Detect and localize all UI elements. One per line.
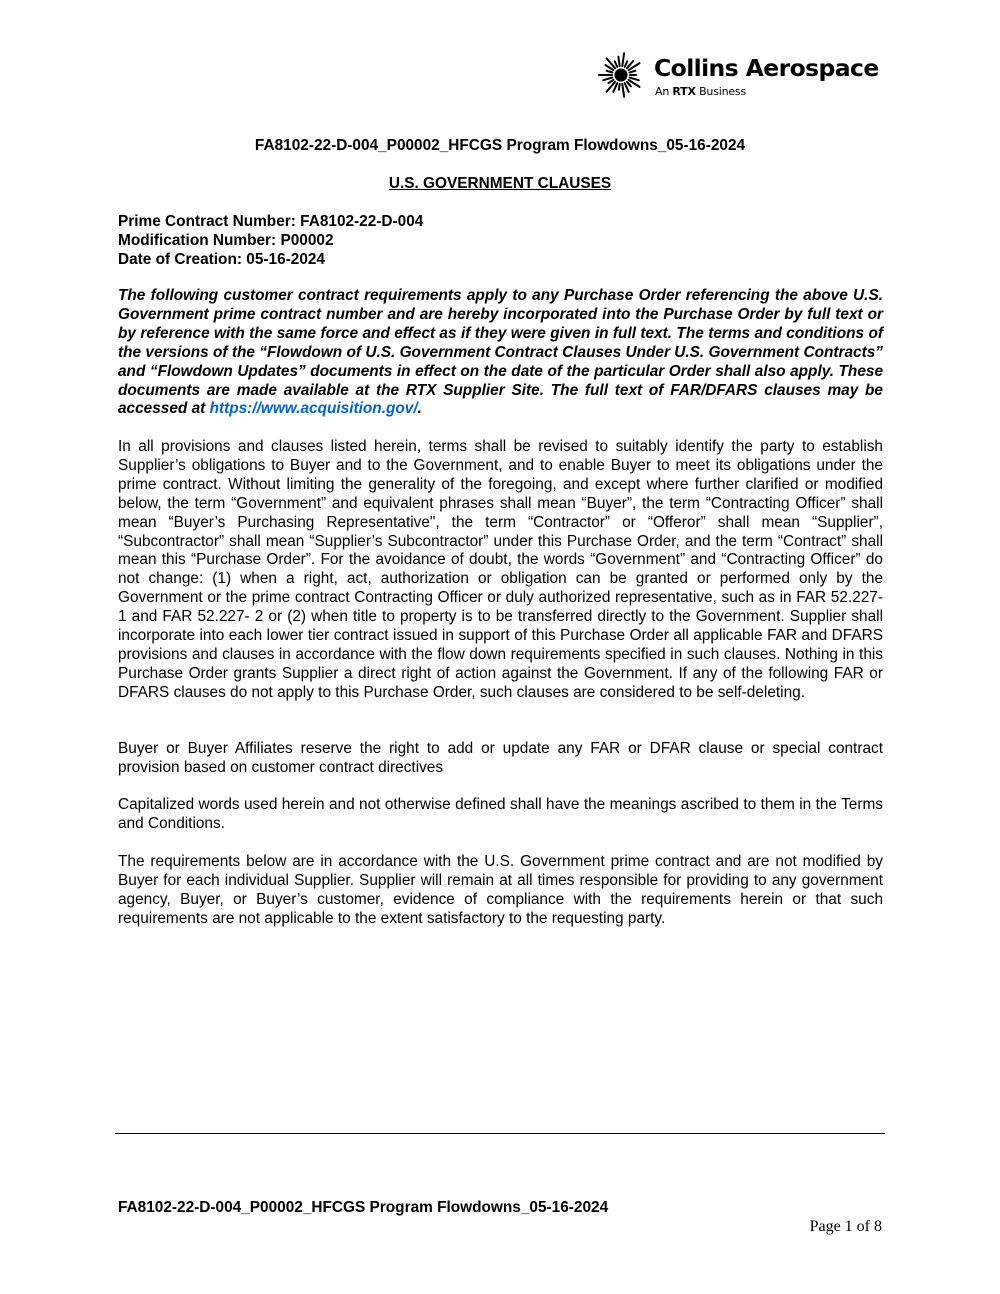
acquisition-link[interactable]: https://www.acquisition.gov/ bbox=[209, 400, 418, 418]
page-number: Page 1 of 8 bbox=[809, 1218, 882, 1235]
intro-paragraph: The following customer contract requirements apply to any Purchase Order referencing the above U.S. Government prime contract number and are hereby incorporated into the Purchase Order by full text or by reference with the same force and effect as if they were given in full text. The terms and conditions of the versions of the “Flowdown of U.S. Government Contract Clauses Under U.S. Government Contracts” and “Flowdown Updates” documents in effect on the date of the particular Order shall also apply. These documents are made available at the RTX Supplier Site. The full text of FAR/DFARS clauses may be accessed at https://www.acquisition.gov/. bbox=[118, 287, 883, 418]
contract-metadata bbox=[118, 212, 423, 269]
prime-contract-number: Prime Contract Number: FA8102-22-D-004 bbox=[118, 213, 424, 230]
footer-title: FA8102-22-D-004_P00002_HFCGS Program Flowdowns_05-16-2024 bbox=[118, 1199, 609, 1216]
rights-paragraph: Buyer or Buyer Affiliates reserve the right to add or update any FAR or DFAR clause or special contract provision based on customer contract directives bbox=[118, 740, 883, 776]
requirements-paragraph: The requirements below are in accordance with the U.S. Government prime contract and are not modified by Buyer for each individual Supplier. Supplier will remain at all times responsible for providing to any government agency, Buyer, or Buyer’s customer, evidence of compliance with the requirements herein or that such requirements are not applicable to the extent satisfactory to the requesting party. bbox=[118, 853, 883, 927]
section-title: U.S. GOVERNMENT CLAUSES bbox=[388, 175, 612, 192]
capitalized-terms-paragraph: Capitalized words used herein and not otherwise defined shall have the meanings ascribed to them in the Terms and Conditions. bbox=[118, 796, 883, 832]
document-title: FA8102-22-D-004_P00002_HFCGS Program Flowdowns_05-16-2024 bbox=[254, 137, 746, 154]
date-of-creation: Date of Creation: 05-16-2024 bbox=[118, 251, 325, 268]
modification-number: Modification Number: P00002 bbox=[118, 232, 334, 249]
logo-tagline: An RTX Business bbox=[655, 85, 746, 98]
logo-wordmark: Collins Aerospace bbox=[654, 54, 879, 82]
definitions-paragraph: In all provisions and clauses listed herein, terms shall be revised to suitably identify the party to establish Supplier’s obligations to Buyer and to the Government, and to enable Buyer to meet its obligations under the prime contract. Without limiting the generality of the foregoing, and except where further clarified or modified below, the term “Government” and equivalent phrases shall mean “Buyer”, the term “Contracting Officer” shall mean “Buyer’s Purchasing Representative", the term “Contractor” or “Offeror” shall mean “Supplier”, “Subcontractor” shall mean “Supplier’s Subcontractor” under this Purchase Order, and the term “Contract” shall mean this “Purchase Order”. For the avoidance of doubt, the words “Government” and “Contracting Officer” do not change: (1) when a right, act, authorization or obligation can be granted or performed only by the Government or the prime contract Contracting Officer or duly authorized representative, such as in FAR 52.227-1 and FAR 52.227- 2 or (2) when title to property is to be transferred directly to the Government. Supplier shall incorporate into each lower tier contract issued in support of this Purchase Order all applicable FAR and DFARS provisions and clauses in accordance with the flow down requirements specified in such clauses. Nothing in this Purchase Order grants Supplier a direct right of action against the Government. If any of the following FAR or DFARS clauses do not apply to this Purchase Order, such clauses are considered to be self-deleting. bbox=[118, 438, 883, 701]
footer-divider bbox=[115, 1133, 885, 1134]
company-logo bbox=[596, 48, 886, 100]
collins-sunburst-icon bbox=[596, 50, 646, 100]
